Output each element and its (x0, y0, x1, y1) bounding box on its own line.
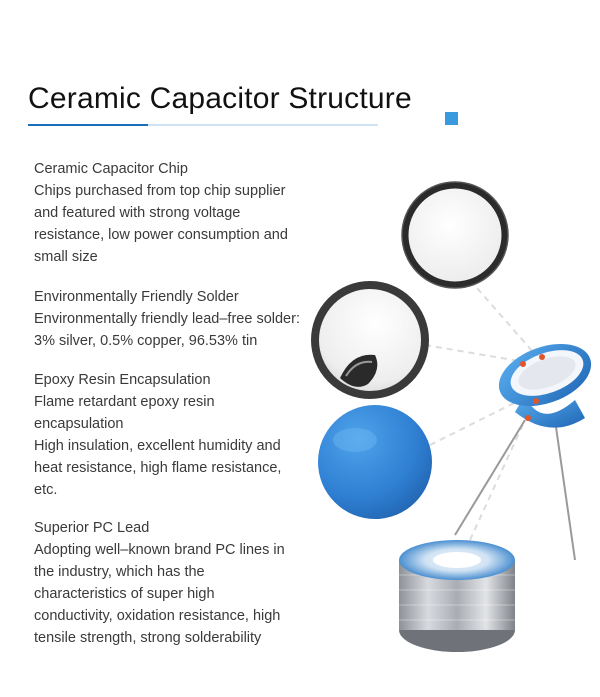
epoxy-image (318, 405, 432, 519)
section-lead-text-5: tensile strength, strong solderability (34, 630, 262, 646)
section-lead-text-2: the industry, which has the (34, 564, 205, 580)
connector-solder (425, 345, 525, 362)
section-lead-heading: Superior PC Lead (34, 520, 150, 536)
solder-image (315, 285, 425, 395)
page-title: Ceramic Capacitor Structure (28, 82, 412, 115)
section-solder-heading: Environmentally Friendly Solder (34, 289, 239, 305)
section-lead-text-3: characteristics of super high (34, 586, 215, 602)
section-epoxy-text-4: heat resistance, high flame resistance, (34, 460, 282, 476)
connector-lead (470, 420, 525, 540)
section-lead-text-4: conductivity, oxidation resistance, high (34, 608, 281, 624)
section-chip-text-3: resistance, low power consumption and (34, 227, 288, 243)
section-epoxy-heading: Epoxy Resin Encapsulation (34, 372, 211, 388)
section-solder-text-1: Environmentally friendly lead–free solder: (34, 311, 300, 327)
section-chip-text-1: Chips purchased from top chip supplier (34, 183, 286, 199)
wire-spool-image (399, 540, 515, 652)
section-chip-text-4: small size (34, 249, 98, 265)
ceramic-chip-image (402, 182, 508, 288)
section-epoxy-text-3: High insulation, excellent humidity and (34, 438, 281, 454)
section-epoxy-text-2: encapsulation (34, 416, 124, 432)
connector-epoxy (430, 400, 520, 445)
section-epoxy-text-1: Flame retardant epoxy resin (34, 394, 215, 410)
section-chip-heading: Ceramic Capacitor Chip (34, 161, 188, 177)
connector-chip (470, 280, 540, 360)
section-lead-text-1: Adopting well–known brand PC lines in (34, 542, 285, 558)
section-epoxy-text-5: etc. (34, 482, 58, 498)
section-chip-text-2: and featured with strong voltage (34, 205, 241, 221)
section-solder-text-2: 3% silver, 0.5% copper, 96.53% tin (34, 333, 258, 349)
